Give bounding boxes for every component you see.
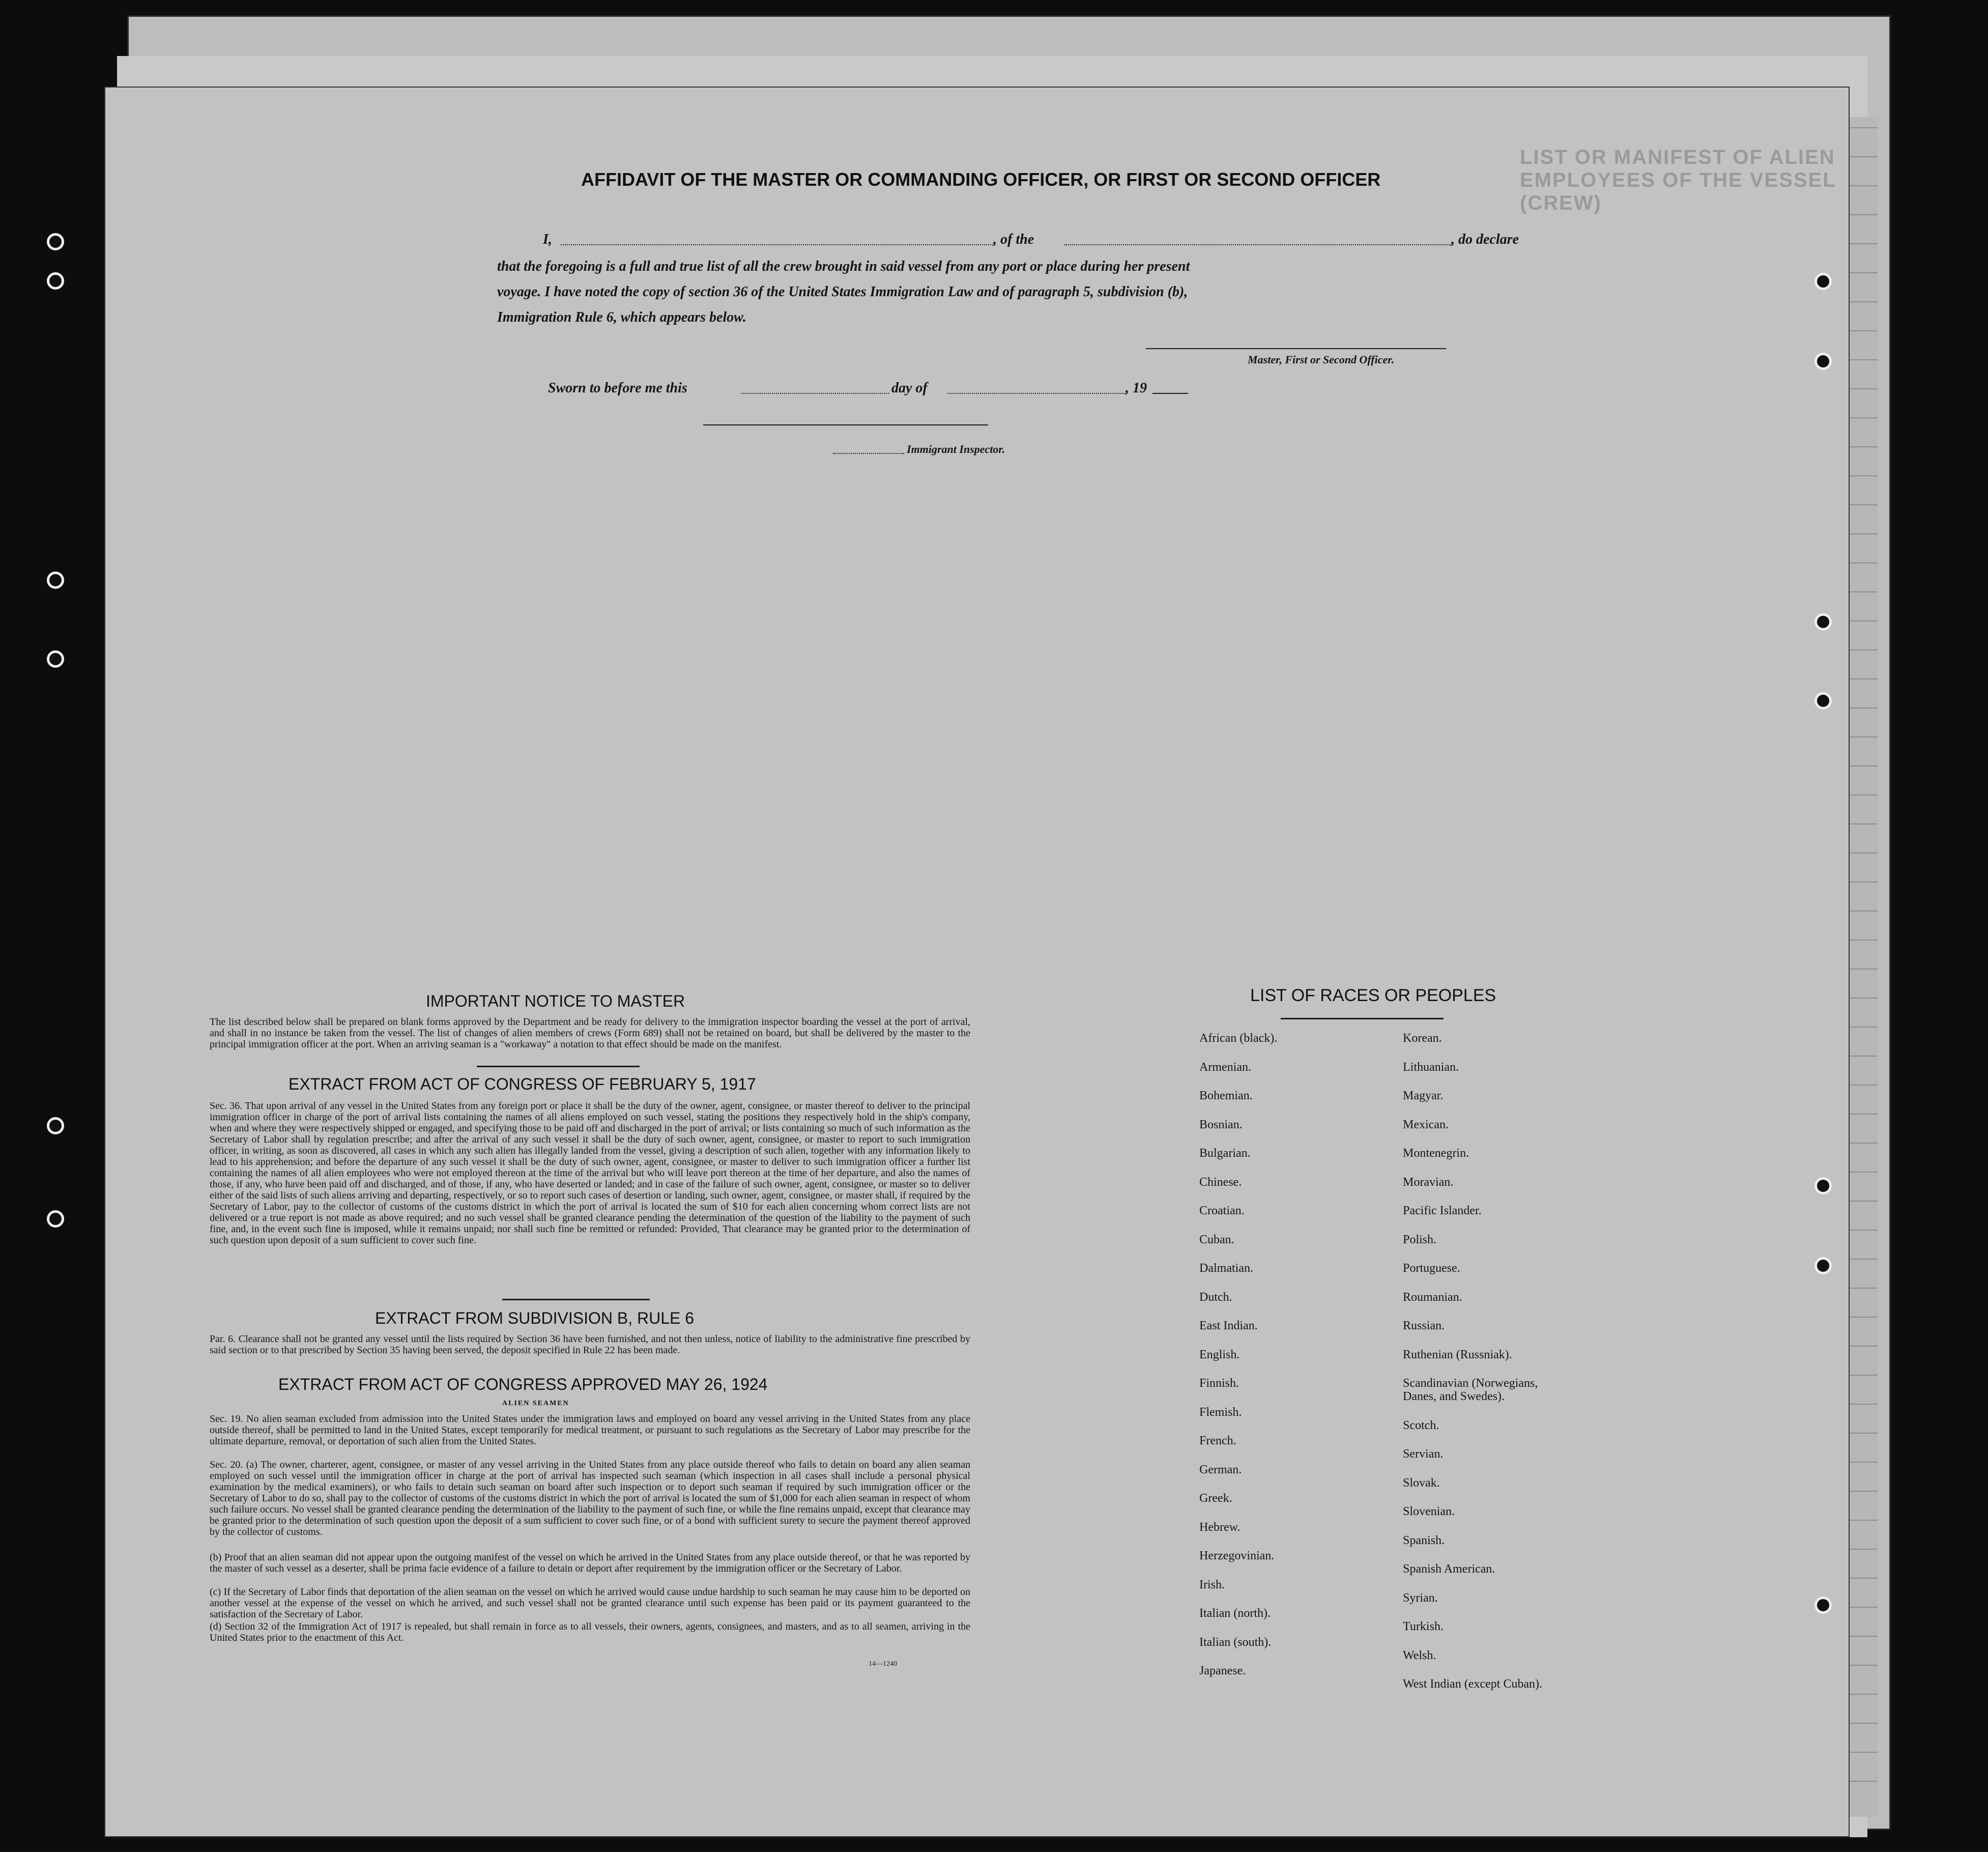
race-item: Croatian.	[1199, 1204, 1245, 1217]
binder-hole-right-1	[1814, 273, 1832, 290]
divider-1	[477, 1066, 640, 1067]
binder-hole-right-7	[1814, 1597, 1832, 1614]
inspector-label: Immigrant Inspector.	[907, 443, 1005, 455]
race-item: Bohemian.	[1199, 1089, 1253, 1102]
race-item: Slovenian.	[1403, 1505, 1455, 1518]
notice-title: IMPORTANT NOTICE TO MASTER	[426, 992, 685, 1010]
race-item: Italian (south).	[1199, 1635, 1272, 1649]
affidavit-line-2: that the foregoing is a full and true list of all the crew brought in said vessel from any port or place during her present	[497, 259, 1190, 274]
year-prefix: , 19	[1126, 380, 1147, 396]
affidavit-i: I,	[543, 232, 552, 247]
race-item: Finnish.	[1199, 1377, 1240, 1390]
race-item: Mexican.	[1403, 1118, 1449, 1131]
race-item: Welsh.	[1403, 1648, 1436, 1662]
race-item: Greek.	[1199, 1492, 1232, 1505]
race-item: French.	[1199, 1434, 1236, 1447]
race-item: Servian.	[1403, 1447, 1444, 1461]
affidavit-line-3: voyage. I have noted the copy of section 36 of the United States Immigration Law and of paragraph 5, subdivision (b),	[497, 284, 1188, 300]
race-item: Irish.	[1199, 1578, 1225, 1591]
inspector-dotted	[833, 453, 904, 455]
signature-line	[1146, 348, 1446, 349]
race-item: Scotch.	[1403, 1418, 1439, 1432]
extract-1917-text: Sec. 36. That upon arrival of any vessel in the United States from any foreign port or place it shall be the duty of the owner, agent, consignee, or master thereof to deliver to the principal immigration officer in charge of the port of arrival lists containing the names of all aliens employed on such vessel, stating the positions they respectively hold in the ship's company, when and where they were respectively shipped or engaged, and specifying those to be paid off and discharged in the port of arrival; or lists containing so much of such information as the Secretary of Labor shall by regulation prescribe; and after the arrival of any such vessel it shall be the duty of such owner, agent, consignee, or master to report to such immigration officer, in writing, as soon as discovered, all cases in which any such alien has illegally landed from the vessel, giving a description of such alien, together with any information likely to lead to his apprehension; and before the departure of any such vessel it shall be the duty of such owner, agent, consignee, or master to deliver to such immigration officer a further list containing the names of all alien employees who were not employed thereon at the time of the arrival but who will leave port thereon at the time of her departure, and also the names of those, if any, who have been paid off and discharged, and of those, if any, who have deserted or landed; and in case of the failure of such owner, agent, consignee, or master so to deliver either of the said lists of such aliens arriving and departing, respectively, or so to report such cases of desertion or landing, such owner, agent, consignee, or master shall, if required by the Secretary of Labor, pay to the collector of customs of the customs district in which the port of arrival is located the sum of $10 for each alien concerning whom correct lists are not delivered or a true report is not made as above required; and no such vessel shall be granted clearance pending the determination of the question of the liability to the payment of such fine, and, in the event such fine is imposed, while it remains unpaid; nor shall such fine be remitted or refunded: Provided, That clearance may be granted prior to the determination of such question upon deposit of a sum sufficient to cover such fine.	[210, 1100, 970, 1246]
race-item: Slovak.	[1403, 1476, 1440, 1490]
inspector-signature-line	[703, 424, 988, 425]
binder-hole-left-1	[47, 233, 64, 250]
extract-1924-sec19: Sec. 19. No alien seaman excluded from admission into the United States under the immigration laws and employed on board any vessel arriving in the United States from any place outside thereof, shall be permitted to land in the United States, except temporarily for medical treatment, or pursuant to such regulations as the Secretary of Labor may prescribe for the ultimate departure, removal, or deportation of such alien from the United States.	[210, 1413, 970, 1447]
divider-2	[502, 1299, 650, 1300]
binder-hole-left-5	[47, 1117, 64, 1134]
signature-label: Master, First or Second Officer.	[1248, 353, 1395, 366]
day-blank	[741, 393, 889, 395]
race-item: Montenegrin.	[1403, 1147, 1469, 1160]
race-item: Ruthenian (Russniak).	[1403, 1348, 1512, 1361]
binder-hole-left-6	[47, 1210, 64, 1228]
race-item: Moravian.	[1403, 1175, 1454, 1189]
document-page	[104, 87, 1850, 1837]
race-item: Lithuanian.	[1403, 1060, 1459, 1074]
extract-1924-sec20d: (d) Section 32 of the Immigration Act of 1917 is repealed, but shall remain in force as to all vessels, their owners, agents, consignees, and masters, and as to all seamen, arriving in the United States prior to the enactment of this Act.	[210, 1621, 970, 1643]
vessel-blank	[1064, 244, 1451, 246]
name-blank	[561, 244, 993, 246]
race-item: African (black).	[1199, 1032, 1278, 1045]
race-item: Japanese.	[1199, 1664, 1246, 1677]
race-item: West Indian (except Cuban).	[1403, 1677, 1542, 1691]
extract-1924-sec20b: (b) Proof that an alien seaman did not appear upon the outgoing manifest of the vessel on which he arrived in the United States from any place outside thereof, or that he was reported by the master of such vessel as a deserter, shall be prima facie evidence of a failure to detain or deport after requirement by the immigration officer or the Secretary of Labor.	[210, 1552, 970, 1574]
affidavit-title: AFFIDAVIT OF THE MASTER OR COMMANDING OFFICER, OR FIRST OR SECOND OFFICER	[581, 169, 1381, 190]
extract-rule6-text: Par. 6. Clearance shall not be granted any vessel until the lists required by Section 36 have been furnished, and not then unless, notice of liability to the administrative fine prescribed by said section or to that prescribed by Section 35 having been served, the deposit specified in Rule 22 has been made.	[210, 1333, 970, 1356]
binder-hole-right-4	[1814, 692, 1832, 709]
race-item: Hebrew.	[1199, 1520, 1241, 1534]
day-of-label: day of	[891, 380, 928, 396]
race-item: Bosnian.	[1199, 1118, 1243, 1131]
binder-hole-right-5	[1814, 1177, 1832, 1194]
race-item: Flemish.	[1199, 1405, 1242, 1419]
affidavit-of-the: , of the	[993, 232, 1034, 247]
binder-hole-left-3	[47, 572, 64, 589]
race-item: Italian (north).	[1199, 1607, 1271, 1620]
binder-hole-right-2	[1814, 353, 1832, 370]
race-item: Scandinavian (Norwegians,	[1403, 1377, 1538, 1390]
race-item: East Indian.	[1199, 1319, 1258, 1332]
race-item: Spanish American.	[1403, 1562, 1495, 1576]
notice-text: The list described below shall be prepared on blank forms approved by the Department and be ready for delivery to the immigration inspector boarding the vessel at the port of arrival, and shall in no instance be taken from the vessel. The list of changes of alien members of crews (Form 689) shall not be retained on board, but shall be delivered by the master to the principal immigration officer at the port. When an arriving seaman is a "workaway" a notation to that effect should be made on the manifest.	[210, 1016, 970, 1050]
races-title: LIST OF RACES OR PEOPLES	[1250, 986, 1496, 1005]
race-item: Chinese.	[1199, 1175, 1242, 1189]
races-divider	[1281, 1018, 1444, 1019]
binder-hole-right-3	[1814, 613, 1832, 631]
race-item: Pacific Islander.	[1403, 1204, 1482, 1217]
form-number: 14—1240	[869, 1660, 897, 1668]
binder-hole-right-6	[1814, 1257, 1832, 1274]
race-item: Cuban.	[1199, 1233, 1234, 1246]
race-item: Syrian.	[1403, 1591, 1438, 1605]
binder-hole-left-2	[47, 272, 64, 290]
year-blank	[1153, 393, 1188, 394]
race-item: Danes, and Swedes).	[1403, 1390, 1505, 1403]
alien-seamen-subtitle: ALIEN SEAMEN	[502, 1400, 569, 1407]
race-item: Korean.	[1403, 1032, 1442, 1045]
sworn-to-label: Sworn to before me this	[548, 380, 687, 396]
extract-1917-title: EXTRACT FROM ACT OF CONGRESS OF FEBRUARY 5, 1917	[289, 1075, 756, 1093]
extract-1924-title: EXTRACT FROM ACT OF CONGRESS APPROVED MAY 26, 1924	[278, 1375, 768, 1393]
affidavit-line-4: Immigration Rule 6, which appears below.	[497, 309, 746, 325]
race-item: Russian.	[1403, 1319, 1445, 1332]
race-item: Armenian.	[1199, 1060, 1251, 1074]
extract-rule6-title: EXTRACT FROM SUBDIVISION B, RULE 6	[375, 1309, 695, 1327]
race-item: Polish.	[1403, 1233, 1437, 1246]
bleed-through-header: LIST OR MANIFEST OF ALIEN EMPLOYEES OF THE VESSEL (CREW)	[1520, 146, 1836, 214]
extract-1924-sec20c: (c) If the Secretary of Labor finds that deportation of the alien seaman on the vessel on which he arrived would cause undue hardship to such seaman he may cause him to be deported on another vessel at the expense of the vessel on which he arrived, and such vessel shall not be granted clearance until such expense has been paid or its payment guaranteed to the satisfaction of the Secretary of Labor.	[210, 1586, 970, 1620]
race-item: Magyar.	[1403, 1089, 1444, 1102]
month-blank	[947, 393, 1126, 395]
race-item: Turkish.	[1403, 1620, 1444, 1633]
race-item: Dalmatian.	[1199, 1262, 1253, 1275]
race-item: Spanish.	[1403, 1533, 1445, 1547]
race-item: Dutch.	[1199, 1290, 1232, 1304]
race-item: Bulgarian.	[1199, 1147, 1251, 1160]
race-item: Portuguese.	[1403, 1262, 1460, 1275]
race-item: Herzegovinian.	[1199, 1549, 1275, 1562]
binder-hole-left-4	[47, 650, 64, 668]
race-item: English.	[1199, 1348, 1240, 1361]
affidavit-declare: , do declare	[1451, 232, 1519, 247]
race-item: German.	[1199, 1463, 1242, 1476]
race-item: Roumanian.	[1403, 1290, 1462, 1304]
extract-1924-sec20a: Sec. 20. (a) The owner, charterer, agent, consignee, or master of any vessel arriving in the United States from any place outside thereof who fails to detain on board any alien seaman employed on such vessel until the immigration officer in charge at the port of arrival has inspected such seaman (which inspection in all cases shall include a personal physical examination by the medical examiners), or who fails to detain such seaman on board after such inspection or to deport such seaman if required by such immigration officer or the Secretary of Labor to do so, shall pay to the collector of customs of the customs district in which the port of arrival is located the sum of $1,000 for each alien seaman in respect of whom such failure occurs. No vessel shall be granted clearance pending the determination of the liability to the payment of such fine, or while the fine remains unpaid, except that clearance may be granted prior to the determination of such question upon the deposit of a sum sufficient to cover such fine, or of a bond with sufficient surety to secure the payment thereof approved by the collector of customs.	[210, 1459, 970, 1537]
